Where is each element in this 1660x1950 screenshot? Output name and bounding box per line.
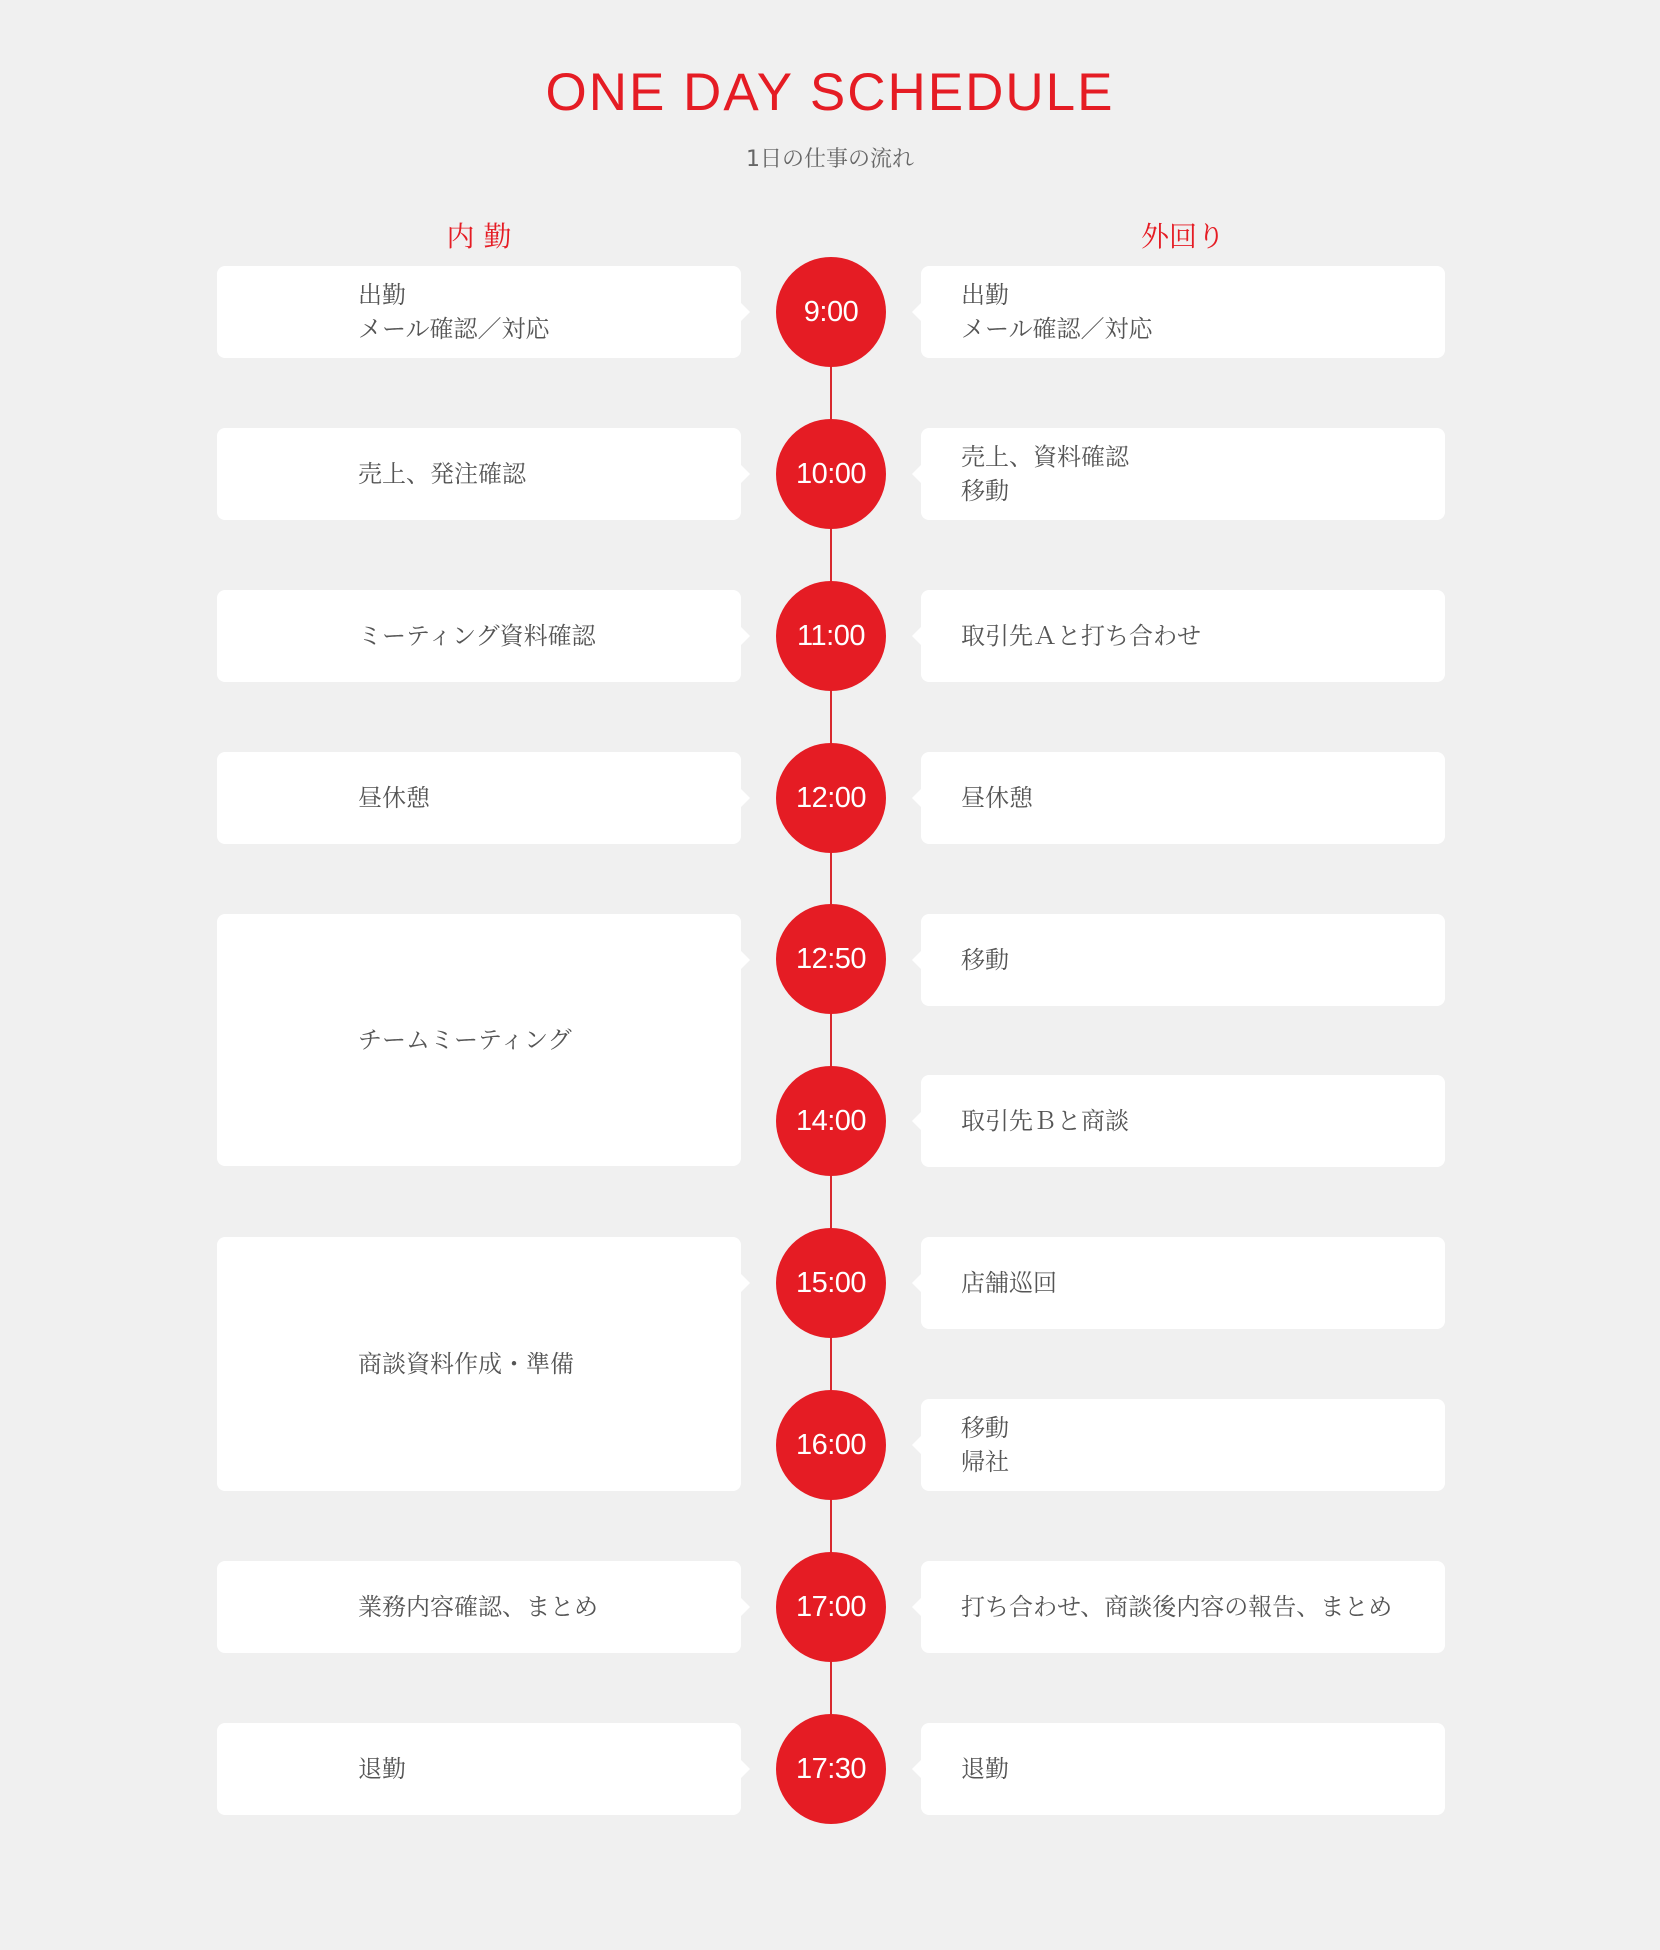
time-marker: 15:00	[776, 1228, 886, 1338]
field-task-card	[921, 266, 1445, 358]
field-task-card	[921, 914, 1445, 1006]
office-task-text: 出勤 メール確認／対応	[358, 281, 550, 343]
time-marker: 9:00	[776, 257, 886, 367]
office-task-text: 商談資料作成・準備	[358, 1350, 574, 1378]
field-task-text: 店舗巡回	[961, 1269, 1057, 1297]
field-task-card	[921, 1561, 1445, 1653]
field-task-text: 退勤	[961, 1755, 1009, 1783]
page-title: ONE DAY SCHEDULE	[545, 63, 1115, 122]
field-task-text: 出勤 メール確認／対応	[961, 281, 1153, 343]
office-task-text: ミーティング資料確認	[358, 622, 596, 650]
field-task-card	[921, 1723, 1445, 1815]
field-task-text: 移動 帰社	[961, 1414, 1009, 1476]
column-heading-field: 外回り	[1140, 220, 1225, 253]
office-task-text: 業務内容確認、まとめ	[358, 1593, 598, 1621]
field-task-text: 取引先Ｂと商談	[961, 1107, 1129, 1135]
field-task-text: 昼休憩	[961, 784, 1033, 812]
column-heading-office: 内 勤	[446, 220, 512, 253]
time-marker: 10:00	[776, 419, 886, 529]
time-marker: 14:00	[776, 1066, 886, 1176]
time-marker: 12:50	[776, 904, 886, 1014]
field-task-text: 移動	[961, 946, 1009, 974]
office-task-text: チームミーティング	[358, 1026, 572, 1054]
office-task-card	[217, 1561, 741, 1653]
time-marker: 17:00	[776, 1552, 886, 1662]
office-task-text: 退勤	[358, 1755, 406, 1783]
time-marker: 11:00	[776, 581, 886, 691]
field-task-text: 取引先Ａと打ち合わせ	[961, 622, 1201, 650]
field-task-card	[921, 1237, 1445, 1329]
field-task-card	[921, 752, 1445, 844]
office-task-card	[217, 1723, 741, 1815]
office-task-card	[217, 590, 741, 682]
field-task-card	[921, 590, 1445, 682]
time-marker: 12:00	[776, 743, 886, 853]
office-task-text: 昼休憩	[358, 784, 430, 812]
field-task-card	[921, 1399, 1445, 1491]
office-task-card	[217, 752, 741, 844]
field-task-card	[921, 1075, 1445, 1167]
office-task-card	[217, 266, 741, 358]
page-subtitle: 1日の仕事の流れ	[746, 147, 914, 172]
time-marker: 17:30	[776, 1714, 886, 1824]
office-task-card	[217, 428, 741, 520]
field-task-text: 売上、資料確認 移動	[961, 443, 1129, 505]
field-task-text: 打ち合わせ、商談後内容の報告、まとめ	[961, 1593, 1393, 1621]
field-task-card	[921, 428, 1445, 520]
office-task-card	[217, 914, 741, 1166]
time-marker: 16:00	[776, 1390, 886, 1500]
office-task-text: 売上、発注確認	[358, 460, 526, 488]
office-task-card	[217, 1237, 741, 1491]
